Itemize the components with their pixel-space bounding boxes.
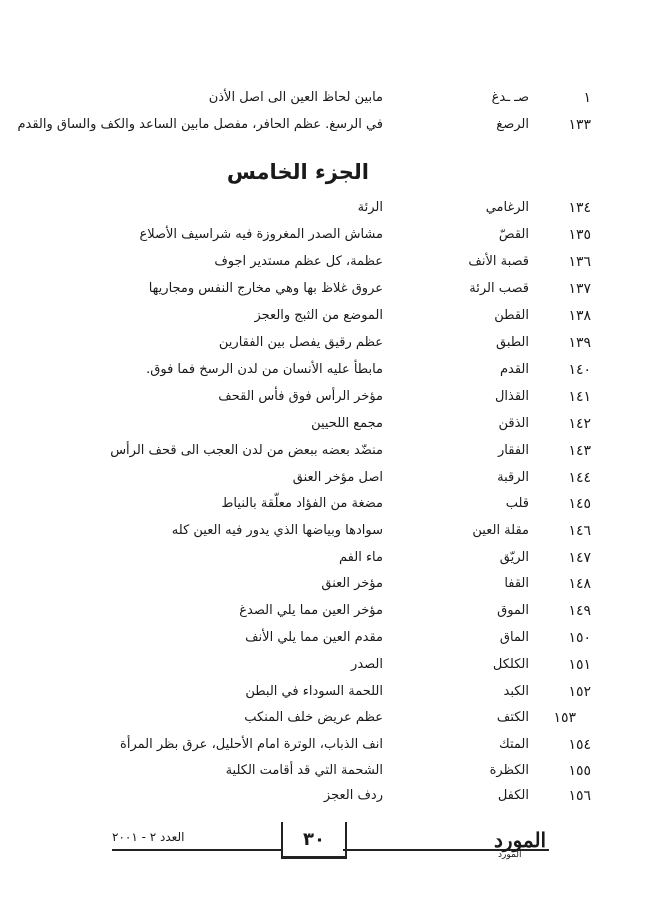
entry-definition: عظمة، كل عظم مستدير اجوف <box>214 254 383 269</box>
entry-definition: مؤخر الرأس فوق فأس القحف <box>218 389 383 404</box>
entry-term: القصّ <box>498 227 529 242</box>
entry-row <box>0 706 661 730</box>
footer-rule-left <box>112 849 282 851</box>
entry-term: قصب الرئة <box>469 281 529 296</box>
entry-definition: مجمع اللحيين <box>311 416 383 431</box>
entry-row <box>0 412 661 436</box>
entry-definition: اصل مؤخر العنق <box>292 470 383 485</box>
entry-definition: الموضع من الثبج والعجز <box>254 308 383 323</box>
entry-term: الرصغ <box>496 117 529 132</box>
entry-number: ١٤٨ <box>568 576 591 592</box>
page-number <box>281 822 347 859</box>
entry-definition: انف الذباب، الوترة امام الأحليل، عرق بظر المرأة <box>120 737 383 752</box>
entry-term: الكظرة <box>489 763 529 778</box>
journal-logo-subtitle: المورد <box>498 850 522 860</box>
entry-definition: الشحمة التي قد أقامت الكلية <box>225 763 383 778</box>
entry-number: ١٤٧ <box>568 550 591 566</box>
entry-number: ١٣٤ <box>568 200 591 216</box>
entry-term: الذقن <box>498 416 529 431</box>
entry-term: القطن <box>494 308 529 323</box>
entry-row <box>0 784 661 808</box>
entry-term: الرقبة <box>497 470 529 485</box>
entry-definition: مؤخر العين مما يلي الصدغ <box>239 603 383 618</box>
entry-term: الكبد <box>503 684 529 699</box>
entry-number: ١٥٥ <box>568 763 591 779</box>
entry-number: ١٣٣ <box>568 117 591 133</box>
entry-number: ١٤٦ <box>568 523 591 539</box>
entry-row <box>0 358 661 382</box>
entry-definition: عظم عريض خلف المنكب <box>244 710 383 725</box>
entry-row <box>0 759 661 783</box>
entry-definition: مضغة من الفؤاد معلّقة بالنياط <box>221 496 383 511</box>
entry-definition: الصدر <box>351 657 383 672</box>
entry-term: مقلة العين <box>472 523 529 538</box>
entry-number: ١٥٠ <box>568 630 591 646</box>
entry-number: ١٤١ <box>568 389 591 405</box>
entry-term: الكفل <box>497 788 529 803</box>
entry-definition: مؤخر العنق <box>321 576 383 591</box>
entry-row <box>0 680 661 704</box>
entry-term: صـ ـدغ <box>491 90 529 105</box>
entry-number: ١٤٣ <box>568 443 591 459</box>
section-heading: الجزء الخامس <box>226 160 369 184</box>
entry-row <box>0 196 661 220</box>
entry-number: ١٤٠ <box>568 362 591 378</box>
entry-number: ١٥٤ <box>568 737 591 753</box>
entry-definition: منضّد بعضه ببعض من لدن العجب الى قحف الرأس <box>110 443 383 458</box>
entry-row <box>0 331 661 355</box>
entry-number: ١٥٢ <box>568 684 591 700</box>
entry-row <box>0 250 661 274</box>
footer-issue-label: العدد ٢ - ٢٠٠١ <box>112 830 185 844</box>
entry-row-top-1 <box>0 86 661 110</box>
entry-number: ١٤٩ <box>568 603 591 619</box>
entry-row <box>0 304 661 328</box>
entry-number: ١٤٥ <box>568 496 591 512</box>
entry-term: الكتف <box>496 710 529 725</box>
entry-definition: الرئة <box>357 200 383 215</box>
entry-row-top-2 <box>0 113 661 137</box>
entry-row <box>0 492 661 516</box>
page-number-text: ٣٠ <box>303 828 325 850</box>
entry-number: ١٣٥ <box>568 227 591 243</box>
entry-definition: عروق غلاظ بها وهي مخارج النفس ومجاريها <box>148 281 383 296</box>
entry-term: الموق <box>497 603 529 618</box>
entry-definition: عظم رقيق يفصل بين الفقارين <box>218 335 383 350</box>
entry-row <box>0 385 661 409</box>
entry-term: الماق <box>499 630 529 645</box>
entry-term: المتك <box>499 737 529 752</box>
entry-number: ١٤٢ <box>568 416 591 432</box>
entry-number: ١٥٣ <box>553 710 576 726</box>
entry-row <box>0 277 661 301</box>
entry-term: الكلكل <box>492 657 529 672</box>
entry-term: الطبق <box>495 335 529 350</box>
entry-term: القدم <box>499 362 529 377</box>
entry-number: ١٣٩ <box>568 335 591 351</box>
entry-number: ١٣٦ <box>568 254 591 270</box>
entry-number: ١٣٨ <box>568 308 591 324</box>
entry-term: الريّق <box>499 550 529 565</box>
entry-term: القفا <box>504 576 529 591</box>
entry-definition: ردف العجز <box>323 788 383 803</box>
entry-definition: مقدم العين مما يلي الأنف <box>245 630 383 645</box>
journal-logo: المورد <box>494 828 547 852</box>
entry-number: ١ <box>583 90 591 106</box>
entry-term: الرغامي <box>485 200 529 215</box>
entry-row <box>0 626 661 650</box>
entry-row <box>0 599 661 623</box>
entry-definition: في الرسغ. عظم الحافر، مفصل مابين الساعد والكف والساق والقدم <box>17 117 383 132</box>
entry-definition: مشاش الصدر المغروزة فيه شراسيف الأصلاع <box>139 227 383 242</box>
entry-definition: مابطأ عليه الأنسان من لدن الرسخ فما فوق. <box>146 362 383 377</box>
entry-row <box>0 546 661 570</box>
entry-definition: مابين لحاظ العين الى اصل الأذن <box>208 90 383 105</box>
entry-definition: ماء الفم <box>339 550 383 565</box>
entry-number: ١٥٦ <box>568 788 591 804</box>
entry-row <box>0 223 661 247</box>
entry-term: الفقار <box>498 443 529 458</box>
entry-number: ١٥١ <box>568 657 591 673</box>
entry-number: ١٣٧ <box>568 281 591 297</box>
entry-term: قلب <box>505 496 529 511</box>
entry-term: القذال <box>494 389 529 404</box>
entry-definition: سوادها وبياضها الذي يدور فيه العين كله <box>171 523 383 538</box>
entry-row <box>0 653 661 677</box>
entry-term: قصبة الأنف <box>468 254 529 269</box>
entry-row <box>0 572 661 596</box>
entry-row <box>0 439 661 463</box>
entry-number: ١٤٤ <box>568 470 591 486</box>
entry-row <box>0 519 661 543</box>
entry-row <box>0 466 661 490</box>
entry-row <box>0 733 661 757</box>
entry-definition: اللحمة السوداء في البطن <box>245 684 383 699</box>
